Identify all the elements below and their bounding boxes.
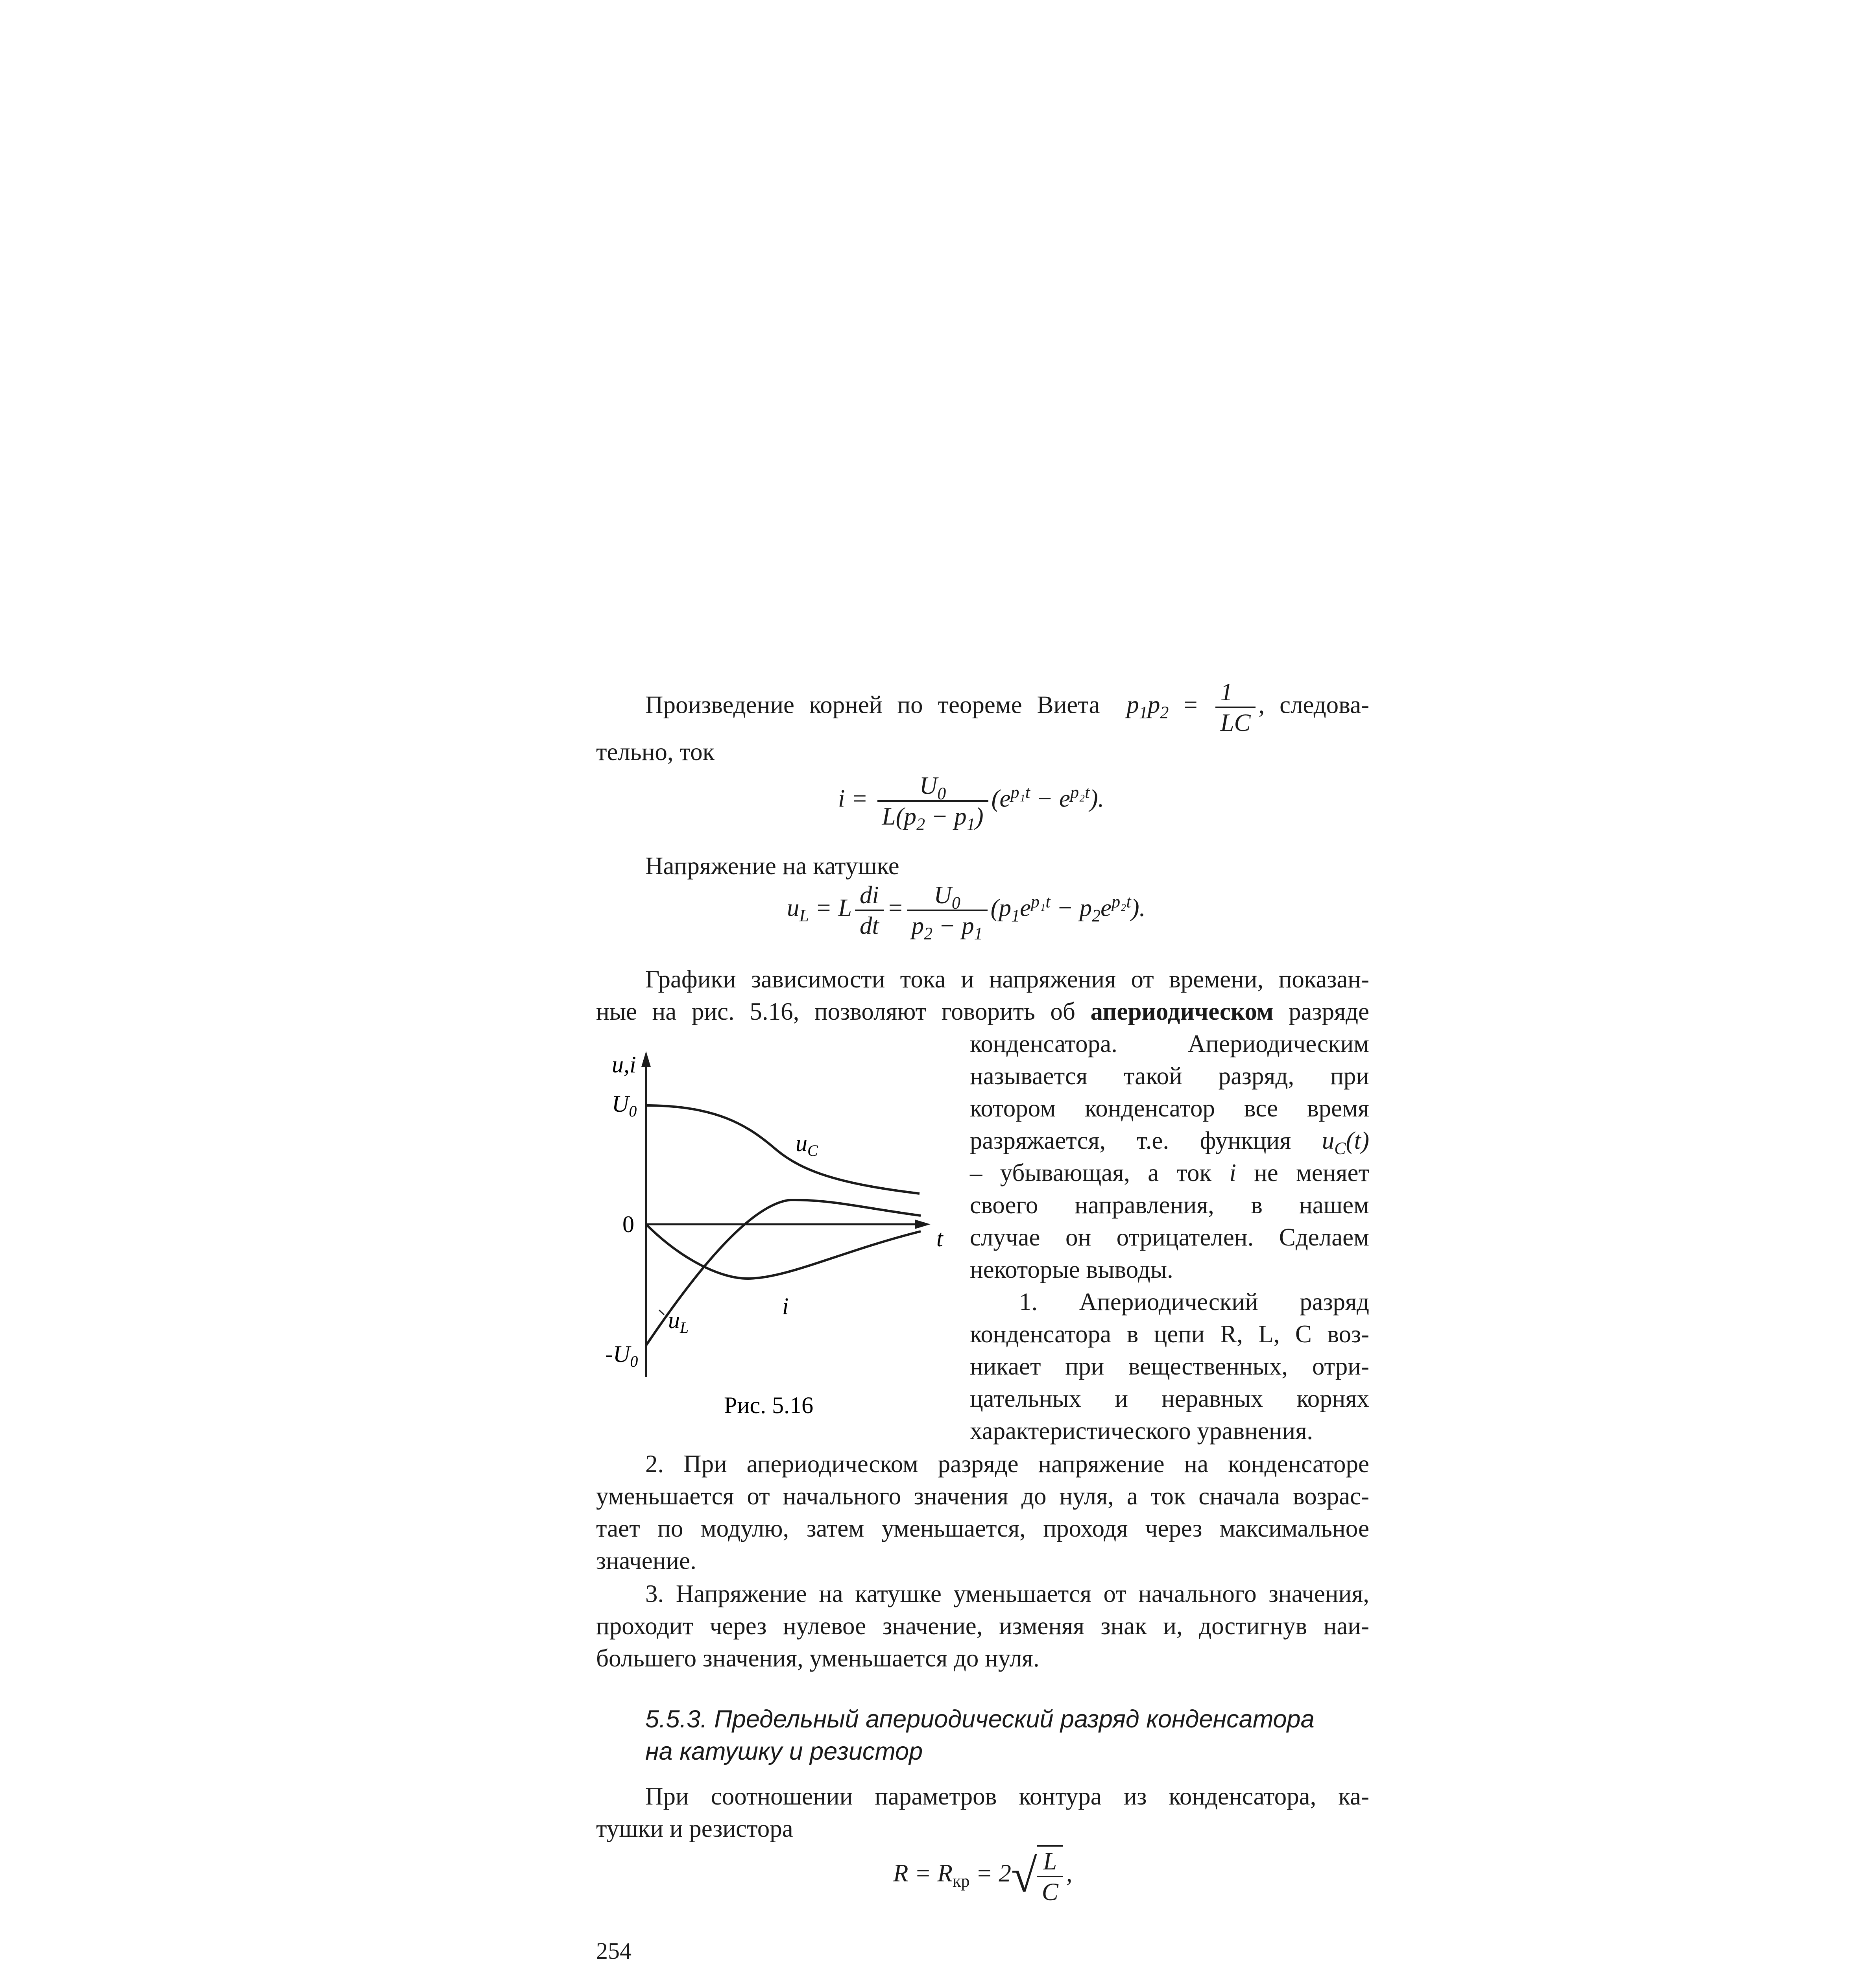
y-axis-label: u,i [612, 1052, 636, 1078]
current-fraction: $\frac{U_0}{L(p_2 - p_1)}$ [877, 771, 988, 831]
figure-5-16 [590, 1046, 960, 1420]
i-curve [646, 1224, 921, 1279]
conclusion-2-line4: значение. [596, 1547, 696, 1574]
uC-label: $u_C$ [796, 1130, 818, 1159]
vieta-fraction: $\frac{1}{LC}$ [1215, 677, 1255, 737]
critical-paragraph-line1: При соотношении параметров контура из конденсатора, ка- [645, 1782, 1369, 1810]
graphs-paragraph-line1: Графики зависимости тока и напряжения от времени, показан- [645, 965, 1369, 993]
section-heading-line2: на катушку и резистор [645, 1738, 923, 1765]
sqrt-fraction: $\frac{L}{C}$ [1037, 1845, 1063, 1906]
y-axis-arrow [641, 1051, 651, 1067]
sqrt-sign: √ [1011, 1849, 1037, 1902]
conclusion-3-line1: 3. Напряжение на катушке уменьшается от начального значения, [645, 1580, 1369, 1607]
figure-caption: Рис. 5.16 [724, 1392, 814, 1418]
conclusion-2-line3: тает по модулю, затем уменьшается, проходя через максимальное [596, 1515, 1369, 1542]
graphs-paragraph-line2: ные на рис. 5.16, позволяют говорить об апериодическом разряде [596, 998, 1369, 1025]
conclusion-3-line2: проходит через нулевое значение, изменяя знак и, достигнув наи- [596, 1612, 1369, 1640]
book-page: Произведение корней по теореме Виета $p_1p_2$ = $\frac{1}{LC}$ , следова- тельно, ток i = $\frac{U_0}{L(p_2 - p_1)}$ $(e^{p_1t} - e^{p_2t})$. Напряжение на катушке $u_L = L$ $\frac{di}{dt}$ = $\frac{U_0}{p_2 - p_1}$ $(p_1e^{p_1t} - p_2e^{p_2t})$. Графики зависимости тока и напряжения от времени, показан- ные на рис. 5.16, позволяют говорить об апериодическом разряде конденсатора. Апериодическим называется такой разряд, при котором конденсатор все время разряжается, т.е. функция $u_C(t)$ – убывающая, а ток i не меняет своего направления, в нашем случае он отрицателен. Сделаем некоторые выводы. 1. Апериодический разряд конденсатора в цепи R, L, C воз- никает при вещественных, отри- цательных и неравных корнях характеристического уравнения. u,i $U_0$ 0 $-U_0$ t $u_C$ i $u_L$ Рис. 5.16 2. При апериодическом разряде напряжение на конденсаторе уменьшается от начального значения до нуля, а ток сначала возрас- тает по модулю, затем уменьшается, проходя через максимальное значение. 3. Напряжение на катушке уменьшается от начального значения, проходит через нулевое значение, изменяя знак и, достигнув наи- большего значения, уменьшается до нуля. 5.5.3. Предельный апериодический разряд конденсатора на катушку и резистор При соотношении параметров контура из конденсатора, ка- тушки и резистора $R = R_{кр} = 2√$ $\frac{L}{C}$ , 254 [0, 0, 1876, 1967]
conclusion-3-line3: большего значения, уменьшается до нуля. [596, 1644, 1040, 1672]
page-number: 254 [596, 1938, 631, 1964]
uL-label: $u_L$ [668, 1307, 689, 1336]
uL-leader [659, 1310, 664, 1315]
conclusion-2-line2: уменьшается от начального значения до нуля, а ток сначала возрас- [596, 1482, 1369, 1510]
tick-label-zero: 0 [622, 1211, 634, 1237]
i-label: i [782, 1293, 789, 1319]
uL-fraction: $\frac{U_0}{p_2 - p_1}$ [907, 880, 988, 940]
current-equation: i = $\frac{U_0}{L(p_2 - p_1)}$ $(e^{p_1t} - e^{p_2t})$. [838, 772, 1104, 834]
critical-resistance-equation: $R = R_{кр} = 2√$ $\frac{L}{C}$ , [893, 1845, 1073, 1906]
tick-label-u0: $U_0$ [612, 1091, 637, 1120]
derivative-fraction: $\frac{di}{dt}$ [855, 880, 884, 940]
aperiodic-term: апериодическом [1090, 998, 1274, 1025]
uC-function: $u_C(t)$ [1322, 1127, 1370, 1158]
vieta-product: $p_1p_2$ [1126, 691, 1169, 723]
uC-curve [646, 1105, 920, 1194]
section-heading-line1: 5.5.3. Предельный апериодический разряд конденсатора [645, 1705, 1315, 1733]
tick-label-minus-u0: $-U_0$ [605, 1341, 638, 1370]
x-axis-label: t [936, 1225, 943, 1251]
conclusion-2-line1: 2. При апериодическом разряде напряжение на конденсаторе [645, 1450, 1369, 1478]
inductor-voltage-label: Напряжение на катушке [645, 852, 899, 880]
vieta-paragraph-line1: Произведение корней по теореме Виета $p_1p_2$ = $\frac{1}{LC}$ , следова- [645, 678, 1370, 736]
inductor-voltage-equation: $u_L = L$ $\frac{di}{dt}$ = $\frac{U_0}{p_2 - p_1}$ $(p_1e^{p_1t} - p_2e^{p_2t})$. [787, 881, 1146, 943]
vieta-paragraph-line2: тельно, ток [596, 738, 715, 766]
x-axis-arrow [915, 1220, 931, 1229]
critical-paragraph-line2: тушки и резистора [596, 1815, 793, 1842]
